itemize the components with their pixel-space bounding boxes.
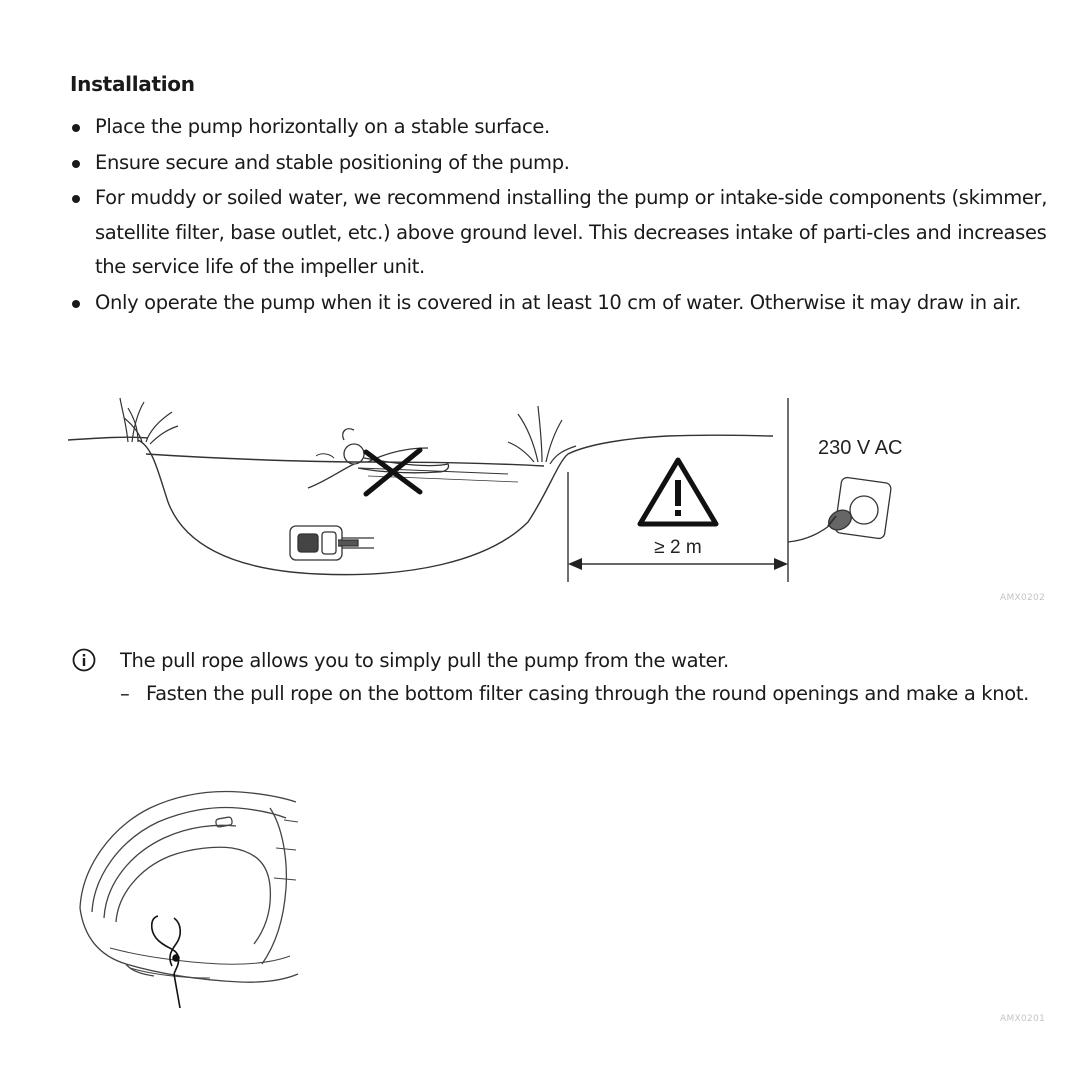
list-item-text: Place the pump horizontally on a stable surface.: [95, 115, 550, 138]
list-item-text: Ensure secure and stable positioning of the pump.: [95, 150, 570, 174]
section-heading: Installation: [70, 72, 195, 96]
bullet-icon: [72, 124, 80, 132]
voltage-label: 230 V AC: [818, 437, 903, 459]
power-socket-icon: [788, 477, 892, 542]
list-item: [70, 110, 1050, 145]
note-text: The pull rope allows you to simply pull the pump from the water.: [120, 649, 729, 672]
list-item: [70, 181, 1050, 285]
list-item-text: Only operate the pump when it is covered in at least 10 cm of water. Otherwise it may draw in air.: [95, 290, 1021, 314]
info-icon: [72, 648, 96, 672]
step-dash: –: [120, 682, 130, 705]
instruction-list: [70, 110, 1050, 321]
bullet-icon: [72, 195, 80, 203]
pull-rope-illustration: [70, 768, 310, 1018]
pond-installation-illustration: [68, 392, 928, 592]
list-item-text: For muddy or soiled water, we recommend installing the pump or intake-side components (skimmer, satellite filter, base outlet, etc.) above ground level. This decreases intake of parti-cles and increases the service life of the impeller unit.: [95, 186, 1048, 278]
step-item: [120, 678, 1050, 710]
list-item: [70, 146, 1050, 181]
figure-code: AMX0201: [1000, 1014, 1046, 1024]
pump-icon: [290, 526, 374, 560]
warning-triangle-icon: [640, 460, 716, 524]
distance-label: ≥ 2 m: [654, 537, 702, 558]
step-text: Fasten the pull rope on the bottom filter casing through the round openings and make a knot.: [146, 682, 1029, 705]
list-item: [70, 286, 1050, 321]
pull-rope-icon: [152, 916, 181, 1008]
cross-mark-icon: [366, 450, 420, 494]
bullet-icon: [72, 300, 80, 308]
figure-code: AMX0202: [1000, 593, 1046, 603]
bullet-icon: [72, 160, 80, 168]
